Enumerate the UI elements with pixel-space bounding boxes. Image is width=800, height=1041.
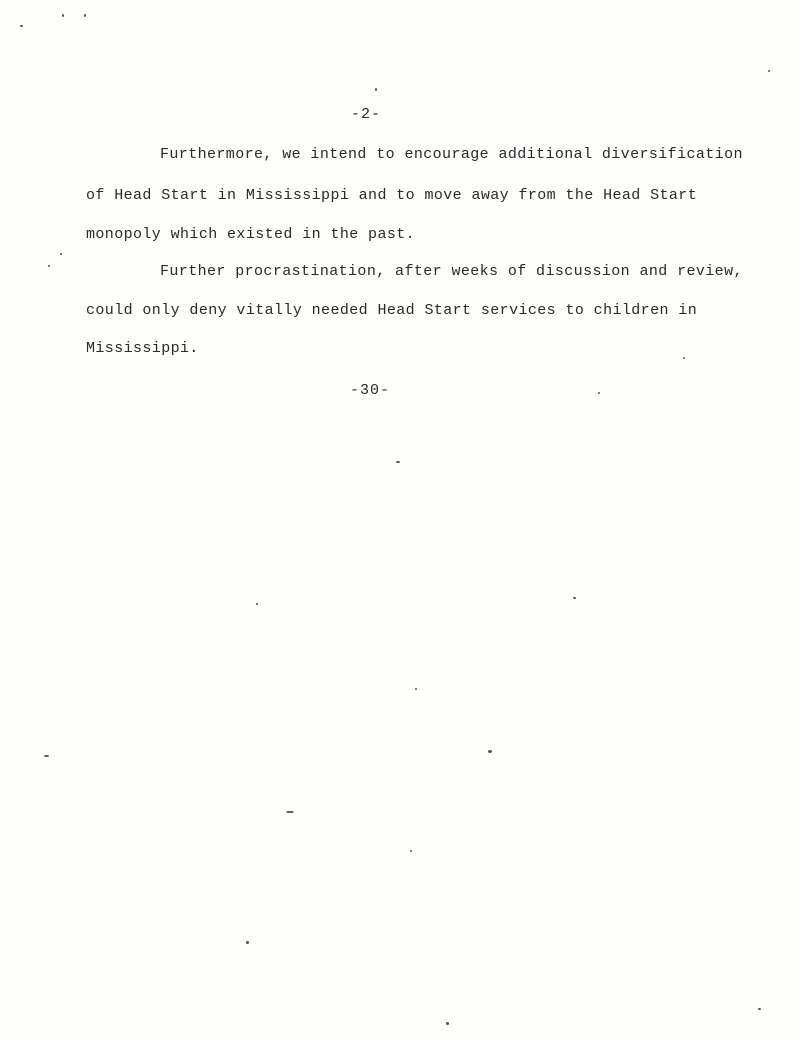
scan-speck [415, 688, 417, 690]
scan-speck [48, 265, 50, 267]
scan-speck [488, 750, 492, 753]
paragraph-2-line-2: could only deny vitally needed Head Start services to children in [86, 302, 698, 319]
scan-speck [598, 392, 600, 394]
scan-speck [410, 850, 412, 852]
scan-speck [246, 941, 249, 944]
scan-speck [396, 461, 400, 463]
scan-speck [446, 1022, 449, 1025]
scan-speck [286, 811, 294, 813]
scan-speck [44, 755, 49, 757]
end-marker: -30- [350, 382, 391, 399]
scan-speck [768, 70, 770, 72]
scan-speck [60, 253, 62, 255]
paragraph-2-line-1: Further procrastination, after weeks of discussion and review, [160, 263, 743, 280]
paragraph-1-line-3: monopoly which existed in the past. [86, 226, 416, 243]
scan-speck [573, 597, 576, 599]
paragraph-2-line-3: Mississippi. [86, 340, 199, 357]
scan-speck [758, 1008, 761, 1010]
scan-speck [20, 25, 23, 27]
scan-speck [84, 14, 86, 17]
header-page-number: -2- [351, 106, 382, 123]
scan-speck [375, 88, 377, 91]
paragraph-1-line-2: of Head Start in Mississippi and to move away from the Head Start [86, 187, 698, 204]
scan-speck [256, 603, 258, 605]
scan-speck [62, 14, 64, 17]
scan-speck [683, 357, 685, 359]
paragraph-1-line-1: Furthermore, we intend to encourage additional diversification [160, 146, 743, 163]
